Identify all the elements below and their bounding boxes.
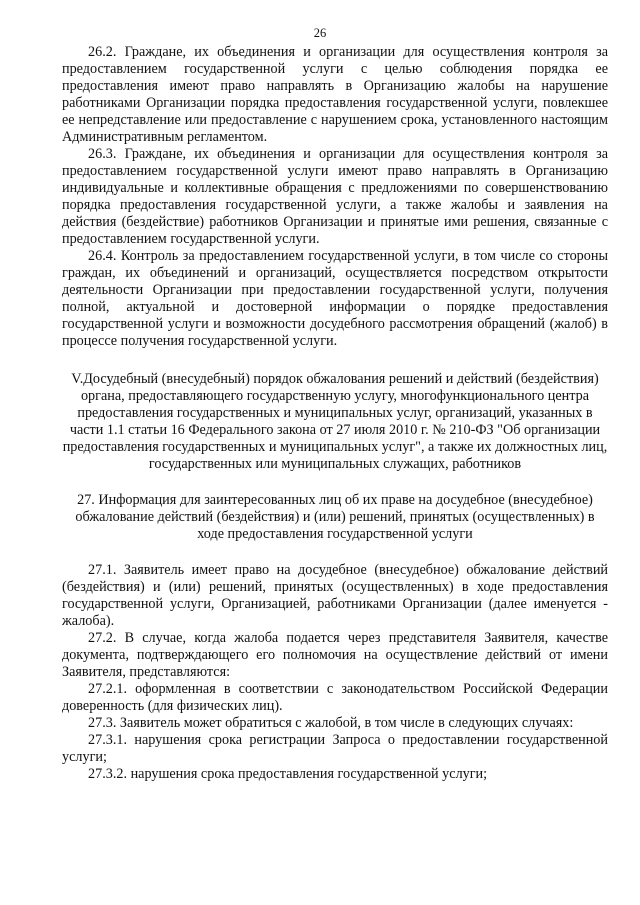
section-27-heading: 27. Информация для заинтересованных лиц об их праве на досудебное (внесудебное) обжалование действий (бездействия) и (или) решений, принятых (осуществленных) в ходе предоставления государственной услуги [75, 492, 595, 542]
document-body [62, 44, 608, 783]
paragraph-26-3: 26.3. Граждане, их объединения и организации для осуществления контроля за предоставлением государственной услуги имеют право направлять в Организацию индивидуальные и коллективные обращения с предложениями по совершенствованию порядка предоставления государственной услуги, а также жалобы и заявления на действия (бездействие) работников Организации и принятые ими решения, связанные с предоставлением государственной услуги. [62, 146, 608, 247]
paragraph-26-2: 26.2. Граждане, их объединения и организации для осуществления контроля за предоставлением государственной услуги с целью соблюдения порядка ее предоставления имеют право направлять в Организацию жалобы на нарушение работниками Организации порядка предоставления государственной услуги, повлекшее ее непредставление или предоставление с нарушением срока, установленного настоящим Административным регламентом. [62, 44, 608, 145]
section-v-heading: V.Досудебный (внесудебный) порядок обжалования решений и действий (бездействия) органа, предоставляющего государственную услугу, многофункционального центра предоставления государственных и муниципальных услуг, организаций, указанных в части 1.1 статьи 16 Федерального закона от 27 июля 2010 г. № 210-ФЗ "Об организации предоставления государственных и муниципальных услуг", а также их должностных лиц, государственных или муниципальных служащих, работников [62, 371, 608, 472]
paragraph-27-3: 27.3. Заявитель может обратиться с жалобой, в том числе в следующих случаях: [88, 715, 574, 731]
paragraph-27-3-1: 27.3.1. нарушения срока регистрации Запроса о предоставлении государственной услуги; [62, 732, 608, 765]
paragraph-27-3-2: 27.3.2. нарушения срока предоставления государственной услуги; [88, 766, 488, 782]
paragraph-27-2-1: 27.2.1. оформленная в соответствии с законодательством Российской Федерации доверенность (для физических лиц). [62, 681, 608, 714]
page-number: 26 [313, 26, 327, 40]
paragraph-26-4: 26.4. Контроль за предоставлением государственной услуги, в том числе со стороны граждан, их объединений и организаций, осуществляется посредством открытости деятельности Организации при предоставлении государственной услуги, получения полной, актуальной и достоверной информации о порядке предоставления государственной услуги и возможности досудебного рассмотрения обращений (жалоб) в процессе получения государственной услуги. [62, 248, 608, 349]
paragraph-27-2: 27.2. В случае, когда жалоба подается через представителя Заявителя, качестве документа, подтверждающего его полномочия на осуществление действий от имени Заявителя, представляются: [62, 630, 608, 680]
paragraph-27-1: 27.1. Заявитель имеет право на досудебное (внесудебное) обжалование действий (бездействия) и (или) решений, принятых (осуществленных) в ходе предоставления государственной услуги, Организацией, работниками Организации (далее именуется - жалоба). [62, 562, 608, 629]
